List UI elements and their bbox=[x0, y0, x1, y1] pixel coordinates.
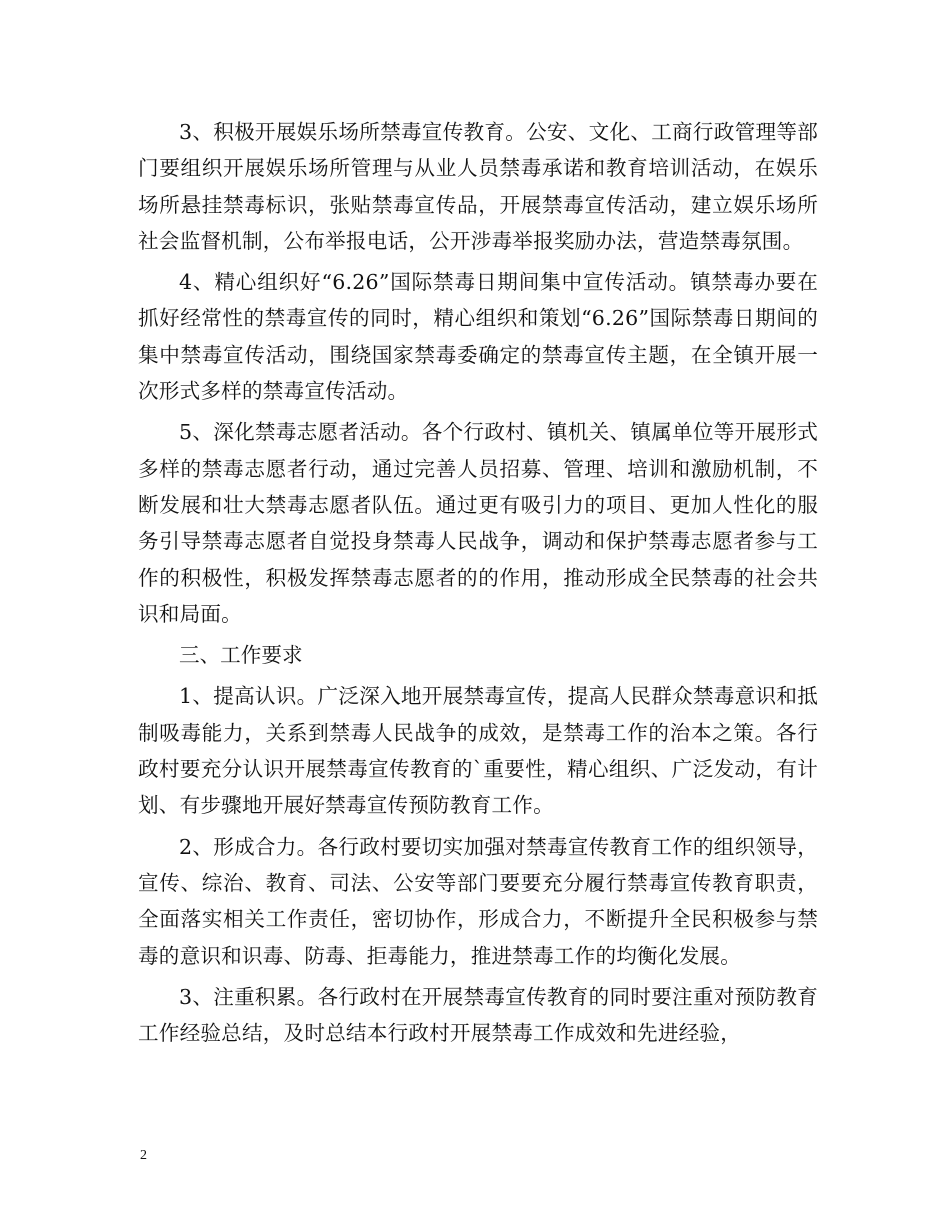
paragraph-raise-awareness: 1、提高认识。广泛深入地开展禁毒宣传，提高人民群众禁毒意识和抵制吸毒能力，关系到禁毒人民战争的成效，是禁毒工作的治本之策。各行政村要充分认识开展禁毒宣传教育的`重要性，精心组织、广泛发动，有计划、有步骤地开展好禁毒宣传预防教育工作。 bbox=[138, 684, 818, 818]
paragraph-volunteers: 5、深化禁毒志愿者活动。各个行政村、镇机关、镇属单位等开展形式多样的禁毒志愿者行动，通过完善人员招募、管理、培训和激励机制，不断发展和壮大禁毒志愿者队伍。通过更有吸引力的项目、更加人性化的服务引导禁毒志愿者自觉投身禁毒人民战争，调动和保护禁毒志愿者参与工作的积极性，积极发挥禁毒志愿者的的作用，推动形成全民禁毒的社会共识和局面。 bbox=[138, 420, 818, 626]
paragraph-626-campaign: 4、精心组织好“6.26”国际禁毒日期间集中宣传活动。镇禁毒办要在抓好经常性的禁毒宣传的同时，精心组织和策划“6.26”国际禁毒日期间的集中禁毒宣传活动，围绕国家禁毒委确定的禁毒宣传主题，在全镇开展一次形式多样的禁毒宣传活动。 bbox=[138, 270, 818, 404]
page-number: 2 bbox=[140, 1148, 147, 1163]
section-heading: 三、工作要求 bbox=[179, 643, 303, 668]
document-body bbox=[138, 114, 818, 1056]
paragraph-joint-effort: 2、形成合力。各行政村要切实加强对禁毒宣传教育工作的组织领导，宣传、综治、教育、司法、公安等部门要要充分履行禁毒宣传教育职责，全面落实相关工作责任，密切协作，形成合力，不断提升全民积极参与禁毒的意识和识毒、防毒、拒毒能力，推进禁毒工作的均衡化发展。 bbox=[138, 834, 818, 968]
paragraph-entertainment-venues: 3、积极开展娱乐场所禁毒宣传教育。公安、文化、工商行政管理等部门要组织开展娱乐场所管理与从业人员禁毒承诺和教育培训活动，在娱乐场所悬挂禁毒标识，张贴禁毒宣传品，开展禁毒宣传活动，建立娱乐场所社会监督机制，公布举报电话，公开涉毒举报奖励办法，营造禁毒氛围。 bbox=[138, 120, 818, 253]
paragraph-accumulate-experience: 3、注重积累。各行政村在开展禁毒宣传教育的同时要注重对预防教育工作经验总结，及时总结本行政村开展禁毒工作成效和先进经验， bbox=[138, 984, 818, 1046]
